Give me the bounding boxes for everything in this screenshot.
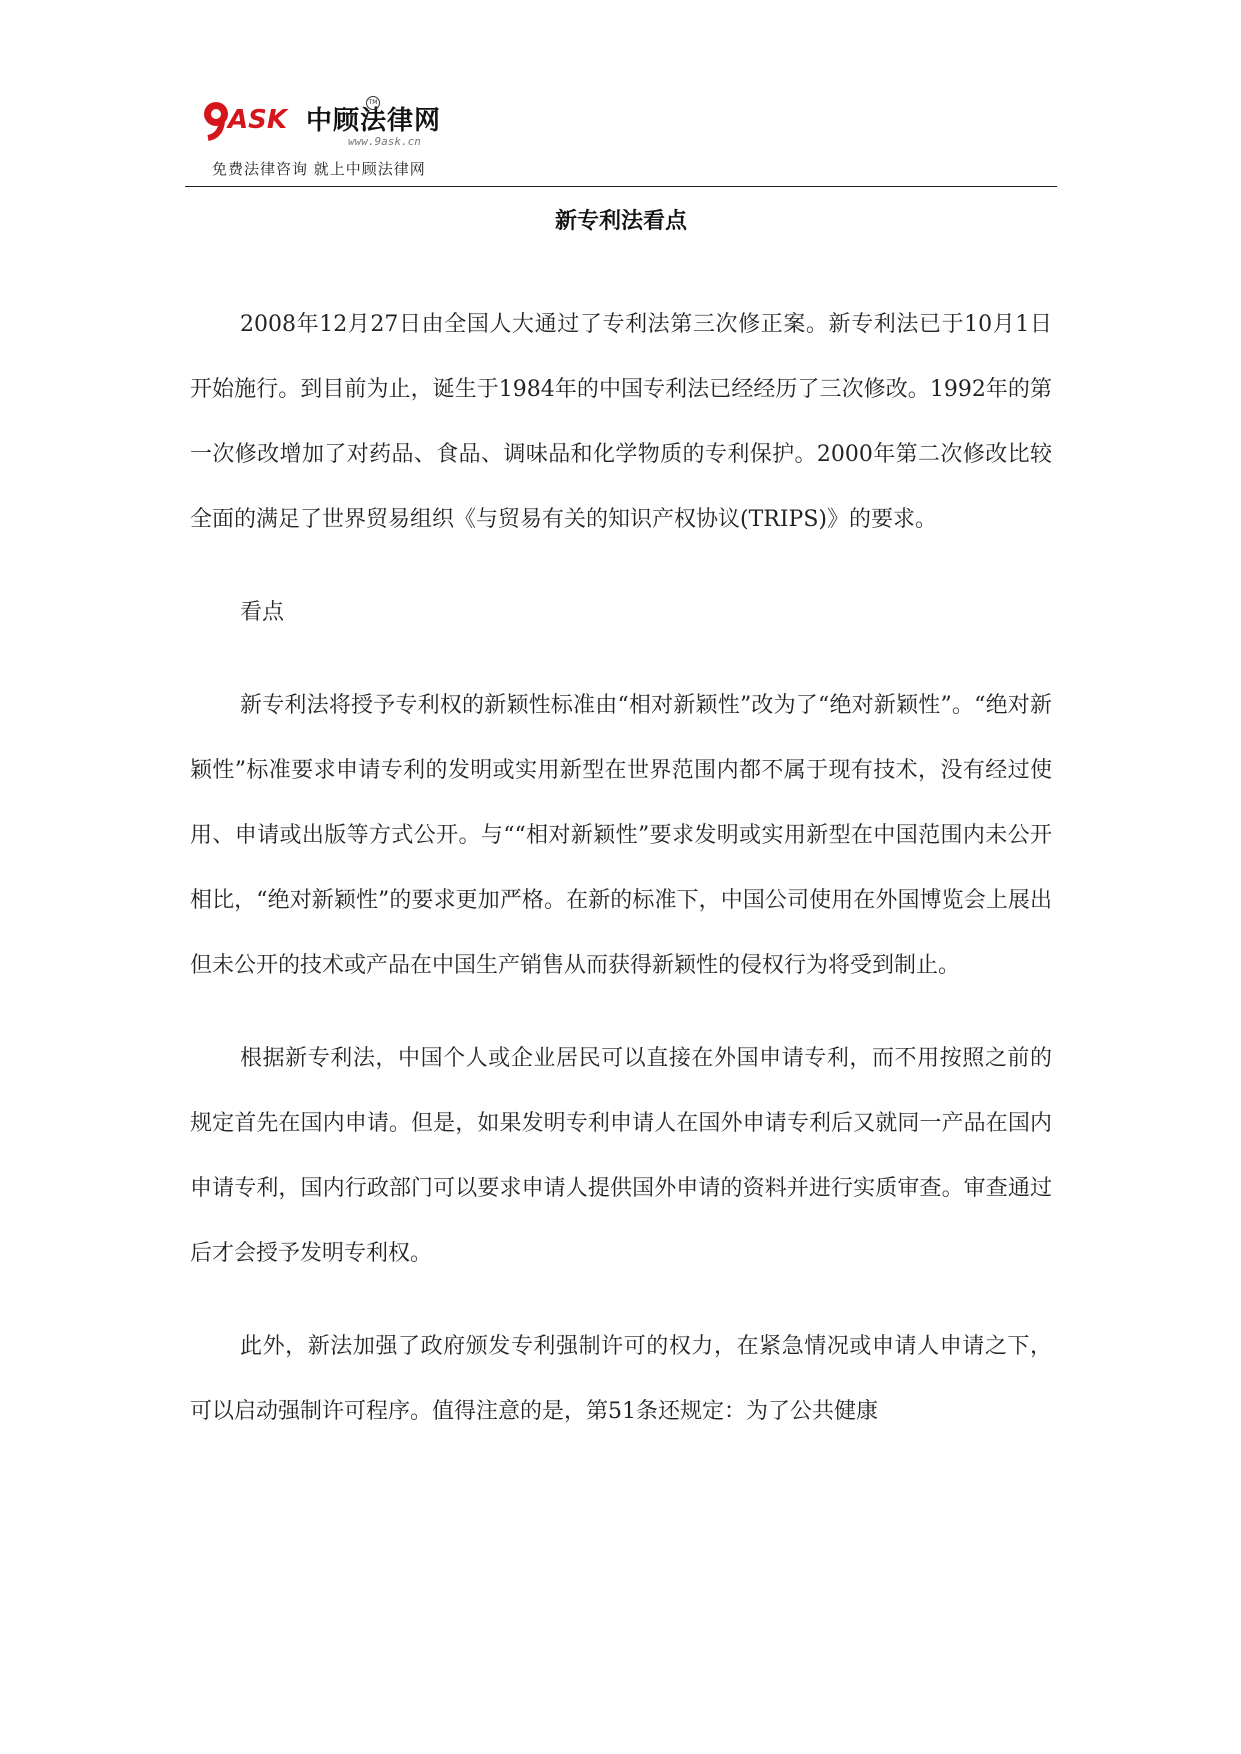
site-logo[interactable] [202, 96, 462, 176]
logo-brand-text: 中顾法律网 [306, 106, 442, 136]
document-body [190, 292, 1052, 1472]
logo-url: www.9ask.cn [348, 135, 421, 148]
trademark-icon: TM [366, 96, 380, 110]
logo-slogan: 免费法律咨询 就上中顾法律网 [212, 160, 426, 178]
paragraph: 新专利法将授予专利权的新颖性标准由“相对新颖性”改为了“绝对新颖性”。“绝对新颖性”标准要求申请专利的发明或实用新型在世界范围内都不属于现有技术，没有经过使用、申请或出版等方式公开。与““相对新颖性”要求发明或实用新型在中国范围内未公开相比，“绝对新颖性”的要求更加严格。在新的标准下，中国公司使用在外国博览会上展出但未公开的技术或产品在中国生产销售从而获得新颖性的侵权行为将受到制止。 [190, 693, 1052, 978]
paragraph: 此外，新法加强了政府颁发专利强制许可的权力，在紧急情况或申请人申请之下，可以启动强制许可程序。值得注意的是，第51条还规定：为了公共健康 [190, 1334, 1052, 1424]
paragraph: 2008年12月27日由全国人大通过了专利法第三次修正案。新专利法已于10月1日开始施行。到目前为止，诞生于1984年的中国专利法已经经历了三次修改。1992年的第一次修改增加了对药品、食品、调味品和化学物质的专利保护。2000年第二次修改比较全面的满足了世界贸易组织《与贸易有关的知识产权协议(TRIPS)》的要求。 [190, 312, 1052, 532]
logo-mark-icon [202, 96, 306, 142]
header-divider [185, 186, 1057, 187]
paragraph: 看点 [240, 600, 285, 625]
svg-text:ASK: ASK [228, 105, 287, 135]
document-title: 新专利法看点 [554, 209, 687, 234]
page-header [190, 88, 1060, 188]
paragraph: 根据新专利法，中国个人或企业居民可以直接在外国申请专利，而不用按照之前的规定首先在国内申请。但是，如果发明专利申请人在国外申请专利后又就同一产品在国内申请专利，国内行政部门可以要求申请人提供国外申请的资料并进行实质审查。审查通过后才会授予发明专利权。 [190, 1046, 1052, 1266]
